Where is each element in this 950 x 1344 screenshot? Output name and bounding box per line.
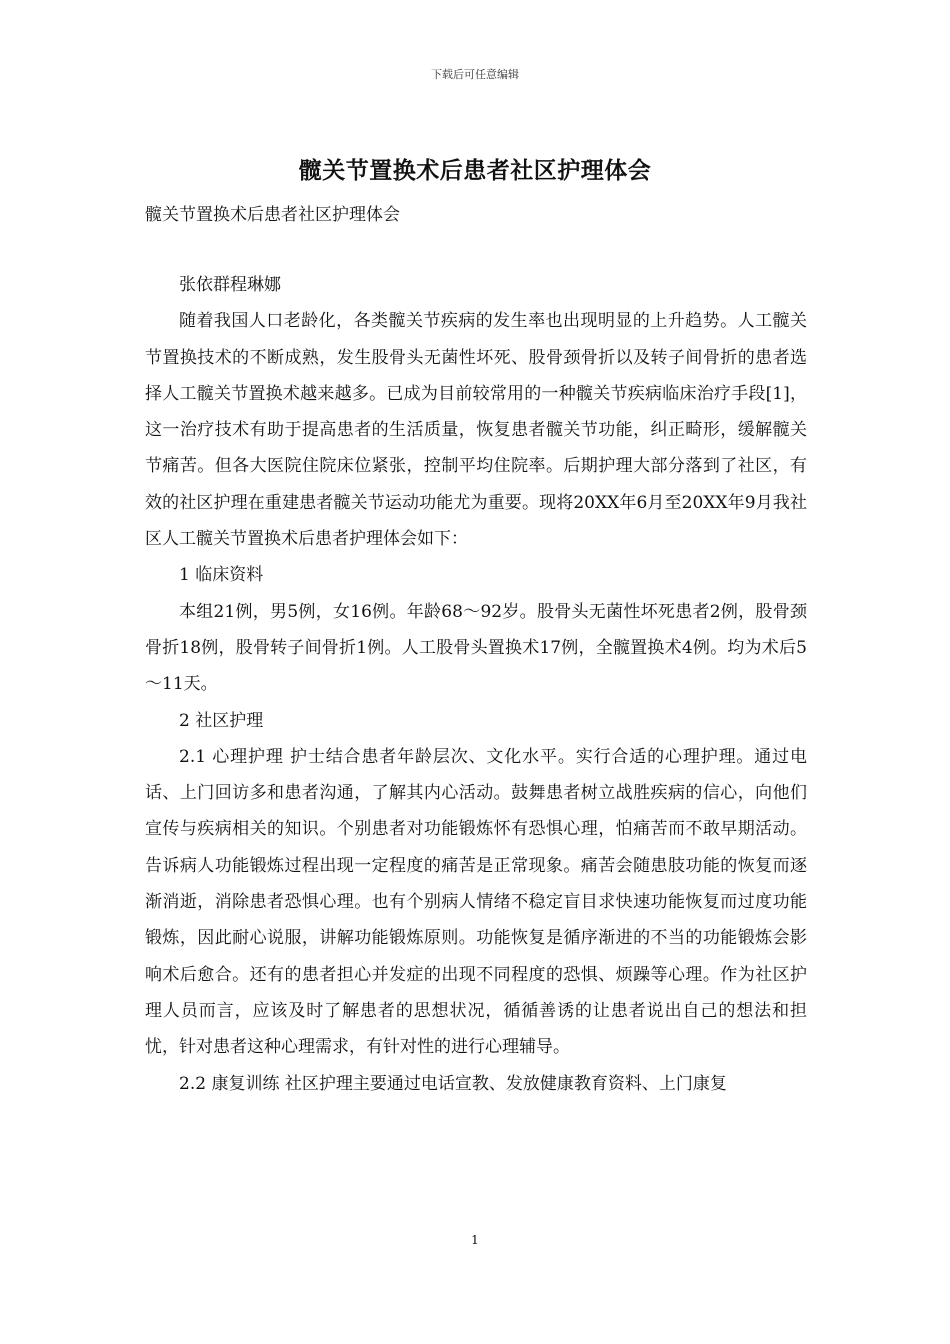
page-number: 1 (471, 1233, 479, 1247)
section-heading-community-care: 2 社区护理 (179, 710, 264, 731)
paragraph-intro: 随着我国人口老龄化，各类髋关节疾病的发生率也出现明显的上升趋势。人工髋关节置换技术的不断成熟，发生股骨头无菌性坏死、股骨颈骨折以及转子间骨折的患者选择人工髋关节置换术越来越多。已成为目前较常用的一种髋关节疾病临床治疗手段[1]，这一治疗技术有助于提高患者的生活质量，恢复患者髋关节功能，纠正畸形，缓解髋关节痛苦。但各大医院住院床位紧张，控制平均住院率。后期护理大部分落到了社区，有效的社区护理在重建患者髋关节运动功能尤为重要。现将20XX年6月至20XX年9月我社区人工髋关节置换术后患者护理体会如下： (145, 311, 807, 550)
page-header-note: 下载后可任意编辑 (431, 68, 519, 81)
document-subtitle: 髋关节置换术后患者社区护理体会 (145, 205, 400, 225)
paragraph-clinical-data: 本组21例，男5例，女16例。年龄68～92岁。股骨头无菌性坏死患者2例，股骨颈骨折18例，股骨转子间骨折1例。人工股骨头置换术17例，全髋置换术4例。均为术后5～11天。 (145, 601, 807, 695)
authors-line: 张依群程琳娜 (179, 275, 281, 295)
paragraph-psychological-care: 2.1 心理护理 护士结合患者年龄层次、文化水平。实行合适的心理护理。通过电话、上门回访多和患者沟通，了解其内心活动。鼓舞患者树立战胜疾病的信心，向他们宣传与疾病相关的知识。个别患者对功能锻炼怀有恐惧心理，怕痛苦而不敢早期活动。告诉病人功能锻炼过程出现一定程度的痛苦是正常现象。痛苦会随患肢功能的恢复而逐渐消逝，消除患者恐惧心理。也有个别病人情绪不稳定盲目求快速功能恢复而过度功能锻炼，因此耐心说服，讲解功能锻炼原则。功能恢复是循序渐进的不当的功能锻炼会影响术后愈合。还有的患者担心并发症的出现不同程度的恐惧、烦躁等心理。作为社区护理人员而言，应该及时了解患者的思想状况，循循善诱的让患者说出自己的想法和担忧，针对患者这种心理需求，有针对性的进行心理辅导。 (145, 746, 807, 1058)
paragraph-rehab-training: 2.2 康复训练 社区护理主要通过电话宣教、发放健康教育资料、上门康复 (179, 1073, 727, 1094)
document-body (145, 267, 807, 1102)
section-heading-clinical-data: 1 临床资料 (179, 565, 264, 586)
document-title: 髋关节置换术后患者社区护理体会 (298, 157, 652, 184)
